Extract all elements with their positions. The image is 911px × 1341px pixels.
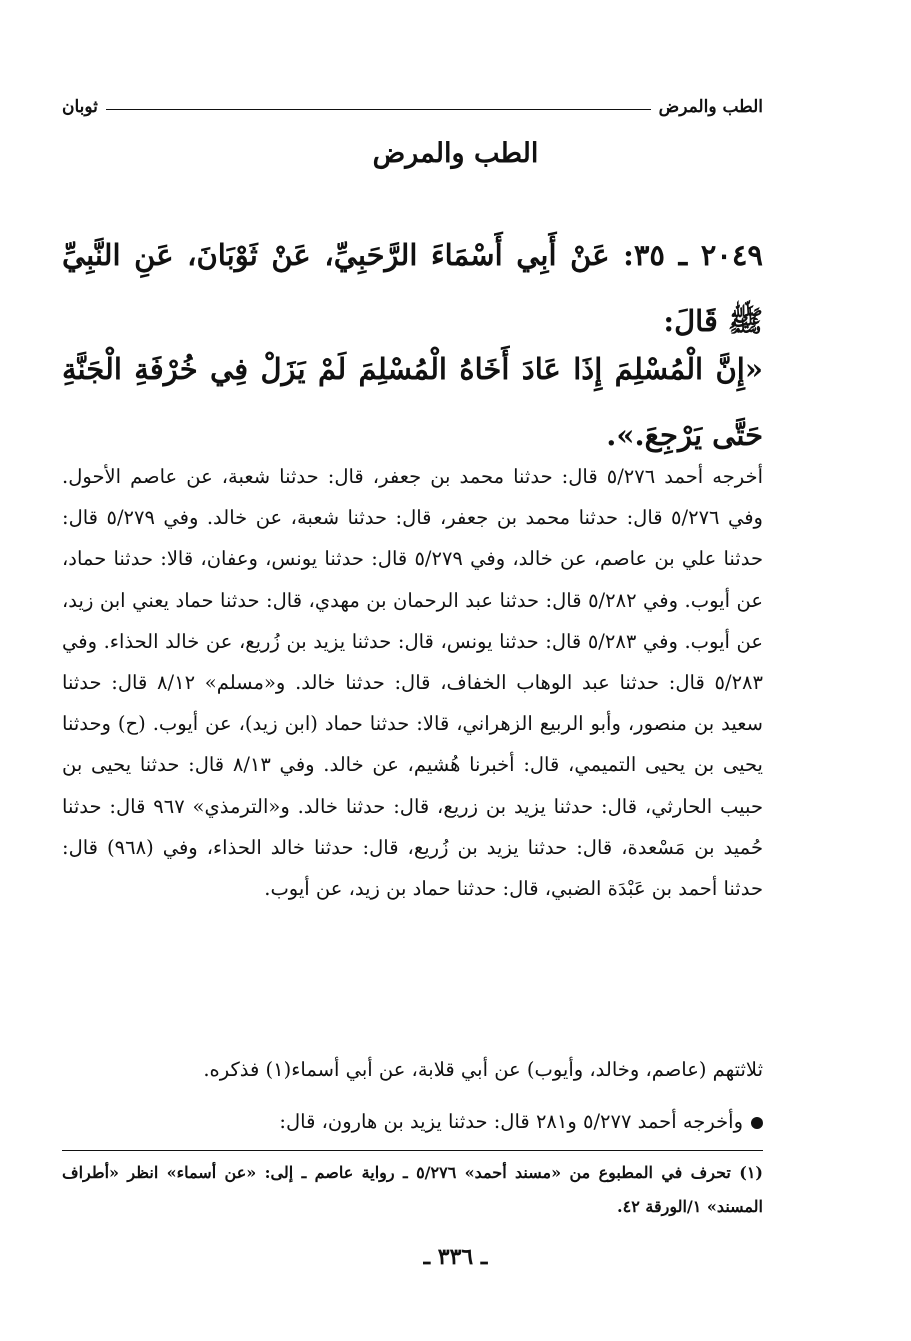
- page-number: ـ ٣٣٦ ـ: [423, 1244, 488, 1270]
- bullet-icon: [751, 1117, 763, 1129]
- second-narration-paragraph: [62, 1102, 763, 1142]
- takhrij-paragraph: أخرجه أحمد ٥/٢٧٦ قال: حدثنا محمد بن جعفر، قال: حدثنا شعبة، عن عاصم الأحول. وفي ٥/٢٧٦ قال: حدثنا محمد بن جعفر، قال: حدثنا شعبة، عن خالد. وفي ٥/٢٧٩ قال: حدثنا علي بن عاصم، عن خالد، وفي ٥/٢٧٩ قال: حدثنا يونس، وعفان، قالا: حدثنا حماد، عن أيوب. وفي ٥/٢٨٢ قال: حدثنا عبد الرحمان بن مهدي، قال: حدثنا حماد يعني ابن زيد، عن أيوب. وفي ٥/٢٨٣ قال: حدثنا يونس، قال: حدثنا يزيد بن زُريع، عن خالد الحذاء. وفي ٥/٢٨٣ قال: حدثنا عبد الوهاب الخفاف، قال: حدثنا خالد. و«مسلم» ٨/١٢ قال: حدثنا سعيد بن منصور، وأبو الربيع الزهراني، قالا: حدثنا حماد (ابن زيد)، عن أيوب. (ح) وحدثنا يحيى بن يحيى التميمي، قال: أخبرنا هُشيم، عن خالد. وفي ٨/١٣ قال: حدثنا يحيى بن حبيب الحارثي، قال: حدثنا يزيد بن زريع، قال: حدثنا خالد. و«الترمذي» ٩٦٧ قال: حدثنا حُميد بن مَسْعدة، قال: حدثنا يزيد بن زُريع، قال: حدثنا خالد الحذاء، وفي (٩٦٨) قال: حدثنا أحمد بن عَبْدَة الضبي، قال: حدثنا حماد بن زيد، عن أيوب.: [62, 465, 764, 901]
- summary-paragraph: ثلاثتهم (عاصم، وخالد، وأيوب) عن أبي قلابة، عن أبي أسماء(١) فذكره.: [203, 1058, 763, 1081]
- hadith-intro: ٢٠٤٩ ـ ٣٥: عَنْ أَبِي أَسْمَاءَ الرَّحَبِيِّ، عَنْ ثَوْبَانَ، عَنِ النَّبِيِّ ﷺ قَالَ:: [62, 238, 763, 338]
- running-header: [62, 94, 763, 120]
- second-narration-text: وأخرجه أحمد ٥/٢٧٧ و٢٨١ قال: حدثنا يزيد بن هارون، قال:: [279, 1110, 743, 1133]
- header-rule: [106, 109, 651, 110]
- footnote: (١) تحرف في المطبوع من «مسند أحمد» ٥/٢٧٦ ـ رواية عاصم ـ إلى: «عن أسماء» انظر «أطراف المسند» ١/الورقة ٤٢.: [62, 1163, 763, 1216]
- header-companion-name: ثوبان: [62, 97, 98, 117]
- footnote-divider: [62, 1150, 763, 1151]
- header-chapter-title: الطب والمرض: [658, 97, 763, 117]
- hadith-text: «إِنَّ الْمُسْلِمَ إِذَا عَادَ أَخَاهُ الْمُسْلِمَ لَمْ يَزَلْ فِي خُرْفَةِ الْجَنَّةِ حَتَّى يَرْجِعَ.».: [62, 352, 763, 452]
- section-title: الطب والمرض: [372, 138, 539, 169]
